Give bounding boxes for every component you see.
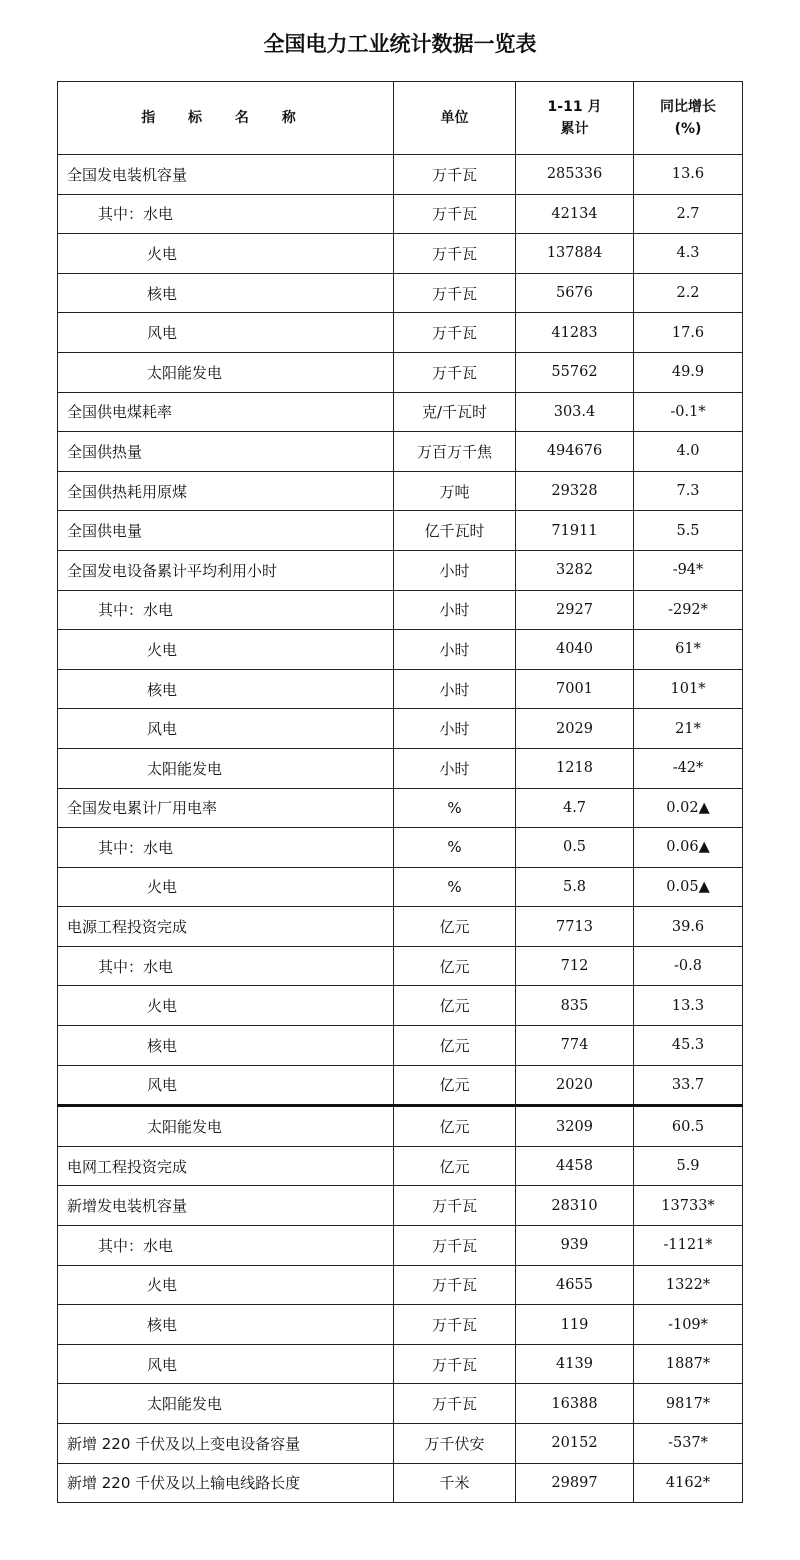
indicator-name-cell: 风电 [58,313,394,353]
table-row [58,432,743,472]
unit-cell: 亿元 [394,1026,516,1066]
table-row [58,511,743,551]
table-row [58,1463,743,1503]
indicator-name-cell: 火电 [58,630,394,670]
unit-cell: 千米 [394,1463,516,1503]
cumulative-value-cell: 4655 [516,1265,634,1305]
table-row [58,1146,743,1186]
indicator-name-cell: 其中：水电 [58,590,394,630]
growth-rate-cell: 60.5 [634,1106,743,1147]
table-row [58,1384,743,1424]
unit-cell: 万千瓦 [394,194,516,234]
indicator-name-cell: 电源工程投资完成 [58,907,394,947]
table-body [58,155,743,1503]
header-indicator-name: 指 标 名 称 [58,82,394,155]
cumulative-value-cell: 2029 [516,709,634,749]
unit-cell: 万吨 [394,471,516,511]
header-cumulative-line2: 累计 [560,121,589,137]
indicator-name-cell: 其中：水电 [58,946,394,986]
table-row [58,194,743,234]
cumulative-value-cell: 3282 [516,550,634,590]
unit-cell: 万千瓦 [394,1265,516,1305]
table-row [58,1344,743,1384]
growth-rate-cell: 0.02▲ [634,788,743,828]
table-row [58,352,743,392]
cumulative-value-cell: 774 [516,1026,634,1066]
growth-rate-cell: -292* [634,590,743,630]
cumulative-value-cell: 2927 [516,590,634,630]
header-growth [634,82,743,155]
cumulative-value-cell: 3209 [516,1106,634,1147]
unit-cell: 亿元 [394,946,516,986]
cumulative-value-cell: 5676 [516,273,634,313]
table-row [58,1265,743,1305]
growth-rate-cell: 4.3 [634,234,743,274]
indicator-name-cell: 新增 220 千伏及以上输电线路长度 [58,1463,394,1503]
cumulative-value-cell: 7001 [516,669,634,709]
header-growth-line1: 同比增长 [660,99,716,115]
indicator-name-cell: 风电 [58,1065,394,1106]
table-row [58,669,743,709]
unit-cell: 小时 [394,550,516,590]
growth-rate-cell: 13733* [634,1186,743,1226]
indicator-name-cell: 太阳能发电 [58,748,394,788]
indicator-name-cell: 全国供热量 [58,432,394,472]
indicator-name-cell: 火电 [58,234,394,274]
cumulative-value-cell: 41283 [516,313,634,353]
table-row [58,828,743,868]
header-cumulative-line1: 1-11 月 [547,99,602,115]
cumulative-value-cell: 7713 [516,907,634,947]
unit-cell: 亿元 [394,1106,516,1147]
indicator-name-cell: 新增 220 千伏及以上变电设备容量 [58,1424,394,1464]
table-row [58,1026,743,1066]
unit-cell: 亿元 [394,907,516,947]
indicator-name-cell: 核电 [58,669,394,709]
growth-rate-cell: 13.3 [634,986,743,1026]
growth-rate-cell: 17.6 [634,313,743,353]
cumulative-value-cell: 303.4 [516,392,634,432]
indicator-name-cell: 太阳能发电 [58,352,394,392]
cumulative-value-cell: 16388 [516,1384,634,1424]
table-row [58,1065,743,1106]
unit-cell: 万千瓦 [394,313,516,353]
cumulative-value-cell: 712 [516,946,634,986]
indicator-name-cell: 火电 [58,867,394,907]
table-row [58,313,743,353]
statistics-table [57,81,743,1503]
indicator-name-cell: 核电 [58,273,394,313]
growth-rate-cell: 39.6 [634,907,743,947]
table-row [58,155,743,195]
indicator-name-cell: 电网工程投资完成 [58,1146,394,1186]
unit-cell: 小时 [394,590,516,630]
unit-cell: 亿元 [394,986,516,1026]
cumulative-value-cell: 2020 [516,1065,634,1106]
unit-cell: 万百万千焦 [394,432,516,472]
growth-rate-cell: 5.5 [634,511,743,551]
table-row [58,630,743,670]
growth-rate-cell: 9817* [634,1384,743,1424]
indicator-name-cell: 核电 [58,1305,394,1345]
unit-cell: 万千瓦 [394,352,516,392]
cumulative-value-cell: 29328 [516,471,634,511]
cumulative-value-cell: 1218 [516,748,634,788]
unit-cell: 亿千瓦时 [394,511,516,551]
growth-rate-cell: 13.6 [634,155,743,195]
table-header [58,82,743,155]
growth-rate-cell: 21* [634,709,743,749]
header-growth-line2: (%) [674,121,702,137]
indicator-name-cell: 全国供电量 [58,511,394,551]
unit-cell: 万千瓦 [394,273,516,313]
indicator-name-cell: 全国发电设备累计平均利用小时 [58,550,394,590]
page-title: 全国电力工业统计数据一览表 [263,32,537,56]
growth-rate-cell: 33.7 [634,1065,743,1106]
cumulative-value-cell: 42134 [516,194,634,234]
table-row [58,1106,743,1147]
table-row [58,907,743,947]
indicator-name-cell: 火电 [58,1265,394,1305]
cumulative-value-cell: 4040 [516,630,634,670]
growth-rate-cell: -537* [634,1424,743,1464]
unit-cell: 亿元 [394,1146,516,1186]
table-row [58,709,743,749]
unit-cell: 万千瓦 [394,1186,516,1226]
growth-rate-cell: 2.7 [634,194,743,234]
unit-cell: 万千伏安 [394,1424,516,1464]
table-row [58,1226,743,1266]
indicator-name-cell: 太阳能发电 [58,1384,394,1424]
table-row [58,748,743,788]
table-row [58,392,743,432]
table-row [58,986,743,1026]
unit-cell: 万千瓦 [394,1305,516,1345]
unit-cell: 万千瓦 [394,155,516,195]
indicator-name-cell: 火电 [58,986,394,1026]
growth-rate-cell: -0.1* [634,392,743,432]
indicator-name-cell: 风电 [58,1344,394,1384]
growth-rate-cell: 5.9 [634,1146,743,1186]
table-row [58,273,743,313]
growth-rate-cell: -94* [634,550,743,590]
growth-rate-cell: -1121* [634,1226,743,1266]
cumulative-value-cell: 285336 [516,155,634,195]
unit-cell: 万千瓦 [394,234,516,274]
cumulative-value-cell: 939 [516,1226,634,1266]
cumulative-value-cell: 55762 [516,352,634,392]
header-cumulative [516,82,634,155]
unit-cell: 万千瓦 [394,1384,516,1424]
unit-cell: % [394,788,516,828]
growth-rate-cell: 61* [634,630,743,670]
indicator-name-cell: 核电 [58,1026,394,1066]
cumulative-value-cell: 494676 [516,432,634,472]
indicator-name-cell: 风电 [58,709,394,749]
table-row [58,590,743,630]
table-row [58,946,743,986]
table-row [58,234,743,274]
growth-rate-cell: 2.2 [634,273,743,313]
indicator-name-cell: 全国供热耗用原煤 [58,471,394,511]
growth-rate-cell: 45.3 [634,1026,743,1066]
indicator-name-cell: 新增发电装机容量 [58,1186,394,1226]
indicator-name-cell: 其中：水电 [58,1226,394,1266]
unit-cell: % [394,867,516,907]
cumulative-value-cell: 137884 [516,234,634,274]
unit-cell: % [394,828,516,868]
cumulative-value-cell: 29897 [516,1463,634,1503]
table-row [58,471,743,511]
table-row [58,867,743,907]
unit-cell: 亿元 [394,1065,516,1106]
growth-rate-cell: 4162* [634,1463,743,1503]
indicator-name-cell: 其中：水电 [58,194,394,234]
indicator-name-cell: 太阳能发电 [58,1106,394,1147]
indicator-name-cell: 其中：水电 [58,828,394,868]
table-row [58,1186,743,1226]
cumulative-value-cell: 835 [516,986,634,1026]
growth-rate-cell: 0.06▲ [634,828,743,868]
table-row [58,550,743,590]
header-unit: 单位 [394,82,516,155]
cumulative-value-cell: 4139 [516,1344,634,1384]
cumulative-value-cell: 71911 [516,511,634,551]
growth-rate-cell: -42* [634,748,743,788]
growth-rate-cell: 49.9 [634,352,743,392]
unit-cell: 小时 [394,630,516,670]
table-row [58,1424,743,1464]
unit-cell: 万千瓦 [394,1344,516,1384]
indicator-name-cell: 全国发电装机容量 [58,155,394,195]
growth-rate-cell: 1322* [634,1265,743,1305]
growth-rate-cell: 4.0 [634,432,743,472]
growth-rate-cell: 0.05▲ [634,867,743,907]
growth-rate-cell: 101* [634,669,743,709]
indicator-name-cell: 全国发电累计厂用电率 [58,788,394,828]
unit-cell: 小时 [394,669,516,709]
unit-cell: 万千瓦 [394,1226,516,1266]
table-row [58,1305,743,1345]
indicator-name-cell: 全国供电煤耗率 [58,392,394,432]
cumulative-value-cell: 4458 [516,1146,634,1186]
cumulative-value-cell: 119 [516,1305,634,1345]
growth-rate-cell: -0.8 [634,946,743,986]
unit-cell: 小时 [394,709,516,749]
table-row [58,788,743,828]
cumulative-value-cell: 0.5 [516,828,634,868]
growth-rate-cell: 1887* [634,1344,743,1384]
unit-cell: 小时 [394,748,516,788]
unit-cell: 克/千瓦时 [394,392,516,432]
cumulative-value-cell: 28310 [516,1186,634,1226]
cumulative-value-cell: 5.8 [516,867,634,907]
cumulative-value-cell: 20152 [516,1424,634,1464]
growth-rate-cell: -109* [634,1305,743,1345]
cumulative-value-cell: 4.7 [516,788,634,828]
growth-rate-cell: 7.3 [634,471,743,511]
